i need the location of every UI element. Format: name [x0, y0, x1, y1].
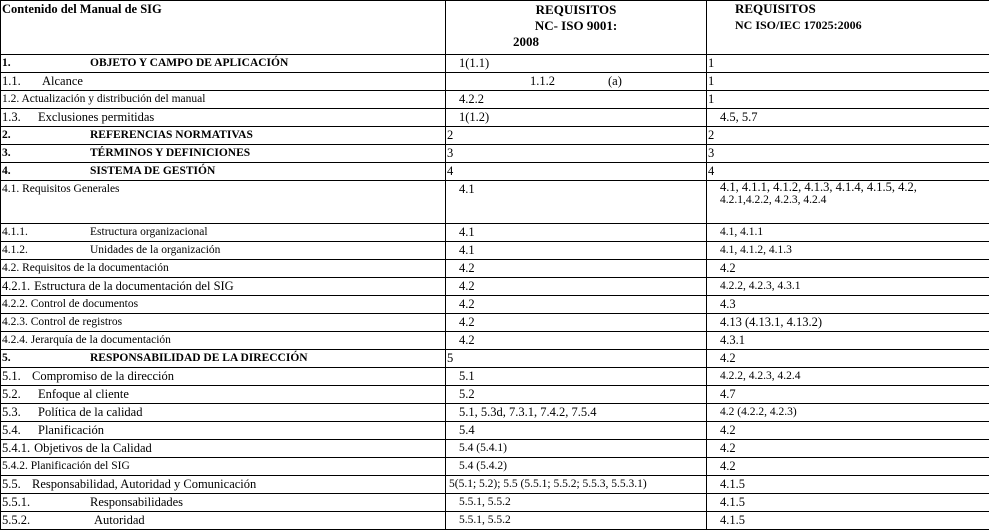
row-iec17025: 4.13 (4.13.1, 4.13.2)	[707, 314, 989, 332]
row-iso9001: 5.1	[446, 368, 707, 386]
row-title: 5.5.1. Responsabilidades	[1, 494, 446, 512]
row-title: 2. REFERENCIAS NORMATIVAS	[1, 127, 446, 145]
row-title: 4.2.3. Control de registros	[1, 314, 446, 332]
row-iec17025: 4.2.2, 4.2.3, 4.3.1	[707, 278, 989, 296]
row-title: 5.4.2. Planificación del SIG	[1, 458, 446, 476]
table-row	[1, 314, 989, 332]
row-title: 1. OBJETO Y CAMPO DE APLICACIÓN	[1, 55, 446, 73]
row-iec17025: 2	[707, 127, 989, 145]
table-row	[1, 332, 989, 350]
row-title: 4.1.1. Estructura organizacional	[1, 224, 446, 242]
row-iso9001: 4.2	[446, 314, 707, 332]
row-iec17025: 1	[707, 73, 989, 91]
row-title: 5.2. Enfoque al cliente	[1, 386, 446, 404]
row-iso9001: 4.2	[446, 296, 707, 314]
row-iso9001: 4.2.2	[446, 91, 707, 109]
row-title: 4.2. Requisitos de la documentación	[1, 260, 446, 278]
row-iec17025: 4.1, 4.1.1	[707, 224, 989, 242]
row-iec17025: 4	[707, 163, 989, 181]
row-title: 4.2.4. Jerarquía de la documentación	[1, 332, 446, 350]
row-iso9001: 5.4 (5.4.1)	[446, 440, 707, 458]
table-row	[1, 163, 989, 181]
row-title: 1.1. Alcance	[1, 73, 446, 91]
header-contenido: Contenido del Manual de SIG	[1, 1, 446, 55]
row-iso9001: 5.1, 5.3d, 7.3.1, 7.4.2, 7.5.4	[446, 404, 707, 422]
row-title: 5. RESPONSABILIDAD DE LA DIRECCIÓN	[1, 350, 446, 368]
row-iso9001: 4.2	[446, 260, 707, 278]
table-row	[1, 91, 989, 109]
row-iec17025: 4.1, 4.1.1, 4.1.2, 4.1.3, 4.1.4, 4.1.5, 4.2, 4.2.1,4.2.2, 4.2.3, 4.2.4	[707, 181, 989, 224]
table-row	[1, 458, 989, 476]
row-title: 5.3. Política de la calidad	[1, 404, 446, 422]
row-iec17025: 4.3	[707, 296, 989, 314]
row-iec17025: 1	[707, 55, 989, 73]
table-row	[1, 55, 989, 73]
row-title: 4.1.2. Unidades de la organización	[1, 242, 446, 260]
row-title: 4.1. Requisitos Generales	[1, 181, 446, 224]
row-title: 5.5.2. Autoridad	[1, 512, 446, 530]
row-iso9001: 1.1.2 (a)	[446, 73, 707, 91]
row-iso9001: 4.1	[446, 242, 707, 260]
row-iec17025: 3	[707, 145, 989, 163]
row-iso9001: 5.2	[446, 386, 707, 404]
table-row	[1, 127, 989, 145]
table-header-row	[1, 1, 989, 55]
row-iec17025: 4.1.5	[707, 494, 989, 512]
table-row	[1, 145, 989, 163]
row-iec17025: 4.2 (4.2.2, 4.2.3)	[707, 404, 989, 422]
table-row	[1, 224, 989, 242]
row-iec17025: 4.3.1	[707, 332, 989, 350]
table-row	[1, 422, 989, 440]
row-title: 1.2. Actualización y distribución del manual	[1, 91, 446, 109]
table-row	[1, 440, 989, 458]
row-iso9001: 1(1.1)	[446, 55, 707, 73]
row-iec17025: 4.7	[707, 386, 989, 404]
row-title: 1.3. Exclusiones permitidas	[1, 109, 446, 127]
row-iec17025: 4.2	[707, 458, 989, 476]
row-iec17025: 4.1.5	[707, 512, 989, 530]
table-row	[1, 242, 989, 260]
row-iso9001: 2	[446, 127, 707, 145]
table-row	[1, 260, 989, 278]
table-row	[1, 73, 989, 91]
table-row	[1, 476, 989, 494]
row-iec17025: 4.5, 5.7	[707, 109, 989, 127]
row-iso9001: 4.2	[446, 278, 707, 296]
row-iso9001: 5.5.1, 5.5.2	[446, 512, 707, 530]
table-row	[1, 386, 989, 404]
row-iec17025: 4.2	[707, 422, 989, 440]
table-row	[1, 181, 989, 224]
row-iso9001: 5(5.1; 5.2); 5.5 (5.5.1; 5.5.2; 5.5.3, 5.5.3.1)	[446, 476, 707, 494]
row-title: 5.4. Planificación	[1, 422, 446, 440]
row-title: 5.4.1. Objetivos de la Calidad	[1, 440, 446, 458]
row-iso9001: 5	[446, 350, 707, 368]
row-iec17025: 4.2	[707, 440, 989, 458]
table-row	[1, 494, 989, 512]
row-iso9001: 1(1.2)	[446, 109, 707, 127]
table-row	[1, 512, 989, 530]
row-iec17025: 4.1, 4.1.2, 4.1.3	[707, 242, 989, 260]
table-row	[1, 350, 989, 368]
table-row	[1, 368, 989, 386]
row-title: 5.5. Responsabilidad, Autoridad y Comunicación	[1, 476, 446, 494]
row-iso9001: 4.1	[446, 224, 707, 242]
row-iec17025: 4.2.2, 4.2.3, 4.2.4	[707, 368, 989, 386]
row-iso9001: 5.4	[446, 422, 707, 440]
row-iso9001: 4	[446, 163, 707, 181]
row-iso9001: 5.4 (5.4.2)	[446, 458, 707, 476]
table-row	[1, 404, 989, 422]
header-iec17025: REQUISITOS NC ISO/IEC 17025:2006	[707, 1, 989, 55]
row-title: 4.2.1. Estructura de la documentación del SIG	[1, 278, 446, 296]
row-title: 4.2.2. Control de documentos	[1, 296, 446, 314]
row-title: 4. SISTEMA DE GESTIÓN	[1, 163, 446, 181]
row-iso9001: 5.5.1, 5.5.2	[446, 494, 707, 512]
row-iec17025: 1	[707, 91, 989, 109]
table-row	[1, 278, 989, 296]
table-row	[1, 109, 989, 127]
row-iec17025: 4.2	[707, 350, 989, 368]
header-iso9001: REQUISITOS NC- ISO 9001: 2008	[446, 1, 707, 55]
row-iso9001: 4.1	[446, 181, 707, 224]
row-iso9001: 4.2	[446, 332, 707, 350]
row-title: 3. TÉRMINOS Y DEFINICIONES	[1, 145, 446, 163]
row-title: 5.1. Compromiso de la dirección	[1, 368, 446, 386]
row-iso9001: 3	[446, 145, 707, 163]
row-iec17025: 4.2	[707, 260, 989, 278]
row-iec17025: 4.1.5	[707, 476, 989, 494]
table-row	[1, 296, 989, 314]
